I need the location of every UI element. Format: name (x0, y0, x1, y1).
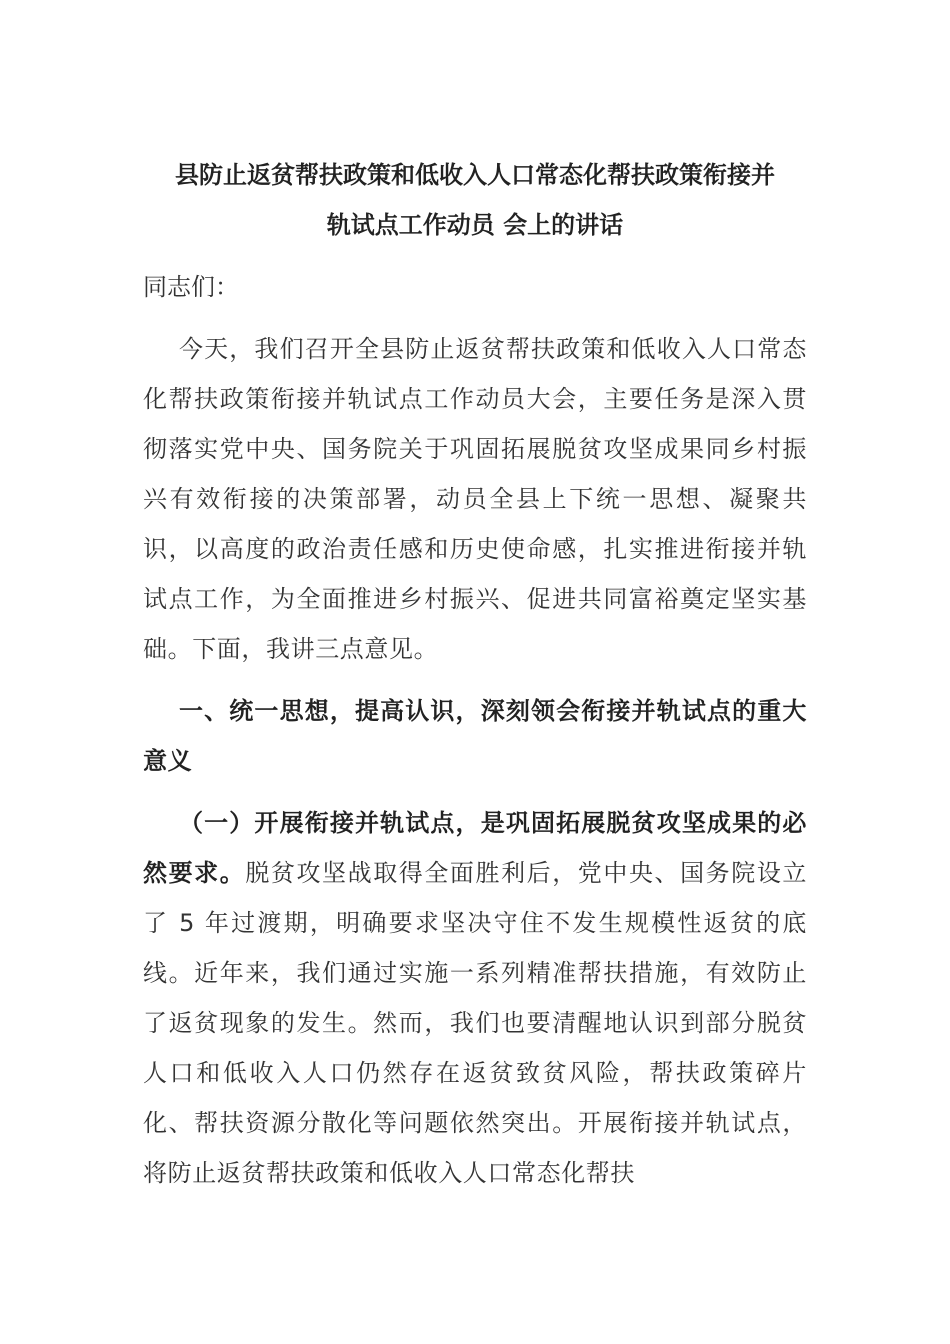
subsection-body: 脱贫攻坚战取得全面胜利后，党中央、国务院设立了 5 年过渡期，明确要求坚决守住不发生规模性返贫的底线。近年来，我们通过实施一系列精准帮扶措施，有效防止了返贫现象的发生。然而，我们也要清醒地认识到部分脱贫人口和低收入人口仍然存在返贫致贫风险，帮扶政策碎片化、帮扶资源分散化等问题依然突出。开展衔接并轨试点，将防止返贫帮扶政策和低收入人口常态化帮扶 (143, 859, 807, 1187)
section-heading-1: 一、统一思想，提高认识，深刻领会衔接并轨试点的重大意义 (143, 697, 807, 775)
document-page (143, 150, 807, 1198)
document-title (143, 150, 807, 250)
title-line-1: 县防止返贫帮扶政策和低收入人口常态化帮扶政策衔接并 (175, 161, 775, 189)
title-line-2: 轨试点工作动员 会上的讲话 (326, 211, 624, 239)
salutation: 同志们： (143, 273, 239, 301)
subsection-paragraph-1 (143, 798, 807, 1198)
subsection-lead: （一）开展衔接并轨试点，是巩固拓展脱贫攻坚成果的必然要求。 (143, 809, 807, 887)
intro-paragraph: 今天，我们召开全县防止返贫帮扶政策和低收入人口常态化帮扶政策衔接并轨试点工作动员大会，主要任务是深入贯彻落实党中央、国务院关于巩固拓展脱贫攻坚成果同乡村振兴有效衔接的决策部署，动员全县上下统一思想、凝聚共识，以高度的政治责任感和历史使命感，扎实推进衔接并轨试点工作，为全面推进乡村振兴、促进共同富裕奠定坚实基础。下面，我讲三点意见。 (143, 335, 807, 663)
